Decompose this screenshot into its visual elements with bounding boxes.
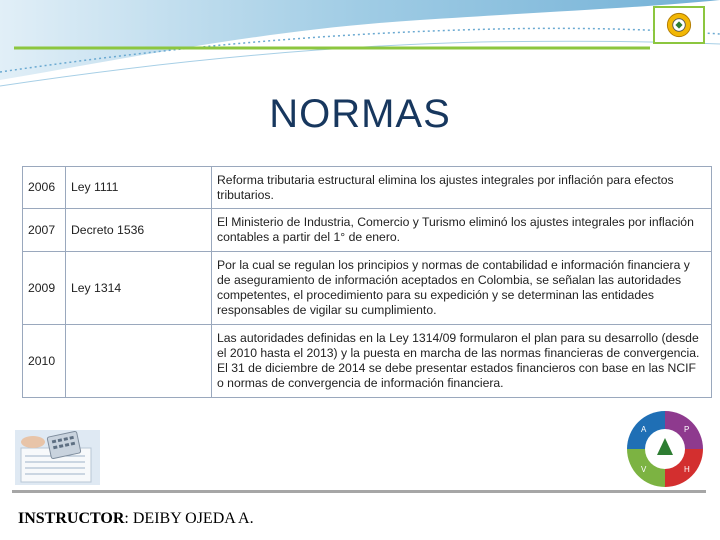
page-title: NORMAS bbox=[269, 92, 451, 136]
cycle-label-a: A bbox=[641, 425, 647, 434]
year-cell: 2006 bbox=[23, 167, 66, 209]
calculator-documents-image bbox=[15, 430, 100, 485]
cycle-label-h: H bbox=[684, 465, 690, 474]
footer-divider bbox=[12, 490, 706, 493]
cycle-label-p: P bbox=[684, 425, 690, 434]
instructor-label: INSTRUCTOR bbox=[18, 510, 125, 527]
law-cell: Ley 1314 bbox=[66, 252, 212, 325]
law-cell bbox=[66, 325, 212, 398]
institution-logo bbox=[653, 6, 705, 44]
law-cell: Ley 1111 bbox=[66, 167, 212, 209]
instructor-credit bbox=[18, 510, 254, 528]
description-cell: Las autoridades definidas en la Ley 1314/09 formularon el plan para su desarrollo (desde el 2010 hasta el 2013) y la puesta en marcha de las normas financieras de convergencia. El 31 de diciembre de 2014 se debe presentar estados financieros con base en las NCIF o normas de convergencia de información financiera. bbox=[212, 325, 712, 398]
description-cell: El Ministerio de Industria, Comercio y Turismo eliminó los ajustes integrales por inflación contables a partir del 1° de enero. bbox=[212, 209, 712, 252]
table-row bbox=[23, 209, 712, 252]
year-cell: 2007 bbox=[23, 209, 66, 252]
phva-cycle-diagram bbox=[624, 408, 706, 490]
norms-table bbox=[22, 166, 712, 398]
year-cell: 2009 bbox=[23, 252, 66, 325]
table-row bbox=[23, 325, 712, 398]
year-cell: 2010 bbox=[23, 325, 66, 398]
law-cell: Decreto 1536 bbox=[66, 209, 212, 252]
header-wave-decoration bbox=[0, 0, 720, 90]
instructor-separator: : bbox=[124, 510, 129, 527]
table-row bbox=[23, 252, 712, 325]
cycle-label-v: V bbox=[641, 465, 647, 474]
description-cell: Por la cual se regulan los principios y normas de contabilidad e información financiera y de aseguramiento de información aceptados en Colombia, se señalan las autoridades competentes, el procedimiento para su expedición y se determinan las entidades responsables de vigilar su cumplimiento. bbox=[212, 252, 712, 325]
table-row bbox=[23, 167, 712, 209]
description-cell: Reforma tributaria estructural elimina los ajustes integrales por inflación para efectos tributarios. bbox=[212, 167, 712, 209]
instructor-name: DEIBY OJEDA A. bbox=[128, 510, 254, 527]
